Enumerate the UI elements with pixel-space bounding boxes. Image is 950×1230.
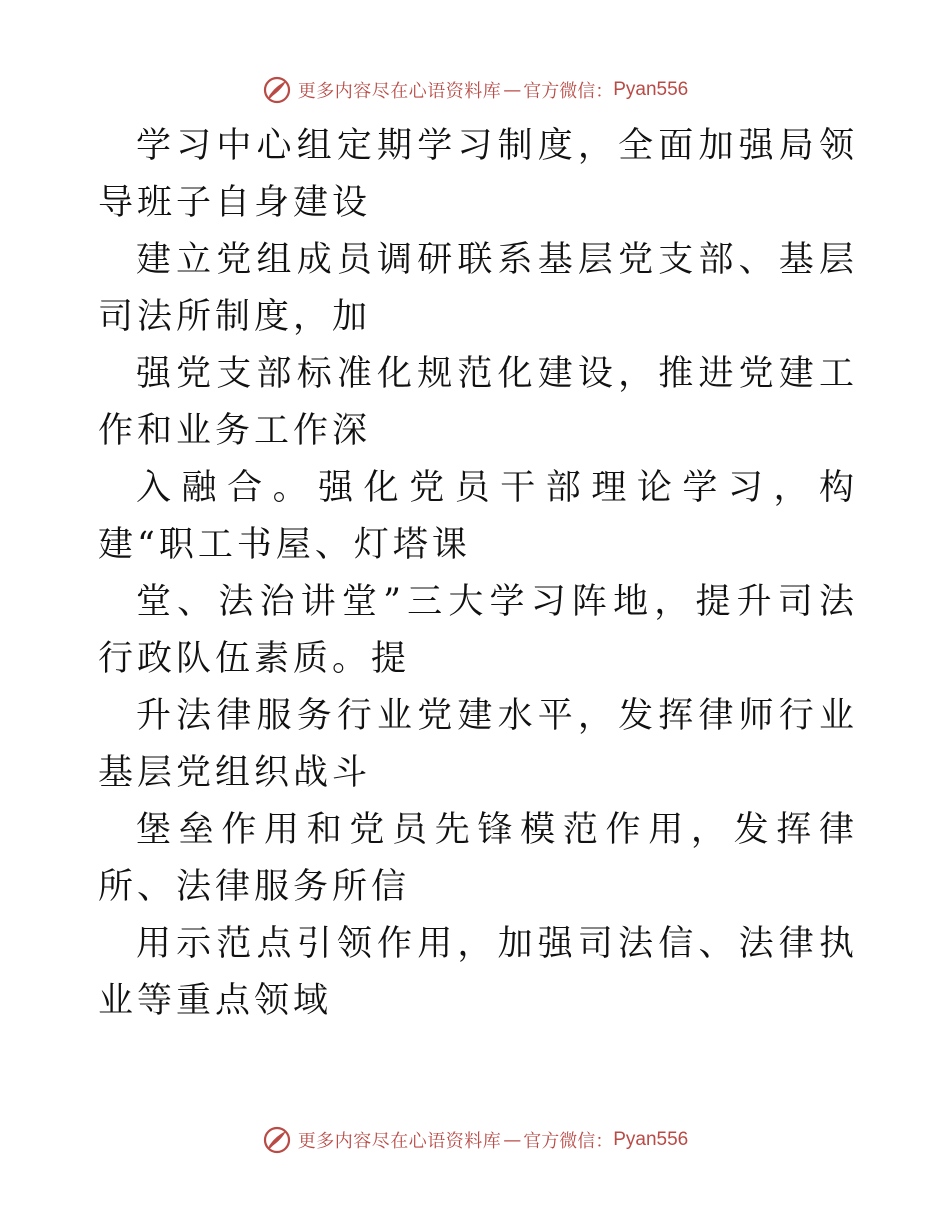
- paragraph-2: 建立党组成员调研联系基层党支部、基层司法所制度，加: [98, 240, 858, 337]
- footer-promo-text: 更多内容尽在心语资料库: [297, 1131, 502, 1152]
- paragraph-5: 堂、法治讲堂”三大学习阵地，提升司法行政队伍素质。提: [98, 582, 858, 679]
- paragraph-8: 用示范点引领作用，加强司法信、法律执业等重点领域: [98, 924, 858, 1021]
- paragraph-1: 学习中心组定期学习制度，全面加强局领导班子自身建设: [98, 126, 858, 223]
- footer-separator: —: [503, 1129, 522, 1151]
- quill-pen-logo-icon: [262, 75, 292, 105]
- document-body: [98, 118, 858, 1030]
- paragraph-4: 入融合。强化党员干部理论学习，构建“职工书屋、灯塔课: [98, 468, 858, 565]
- footer-banner: [0, 1120, 950, 1160]
- paragraph-7: 堡垒作用和党员先锋模范作用，发挥律所、法律服务所信: [98, 810, 858, 907]
- paragraph-6: 升法律服务行业党建水平，发挥律师行业基层党组织战斗: [98, 696, 858, 793]
- header-wechat-id: Pyan556: [613, 79, 689, 100]
- header-banner: [0, 70, 950, 110]
- header-wechat-label: 官方微信：: [523, 81, 614, 102]
- footer-wechat-id: Pyan556: [613, 1129, 689, 1150]
- paragraph-3: 强党支部标准化规范化建设，推进党建工作和业务工作深: [98, 354, 858, 451]
- quill-pen-logo-icon: [262, 1125, 292, 1155]
- header-separator: —: [503, 79, 522, 101]
- footer-wechat-label: 官方微信：: [523, 1131, 614, 1152]
- header-promo-text: 更多内容尽在心语资料库: [297, 81, 502, 102]
